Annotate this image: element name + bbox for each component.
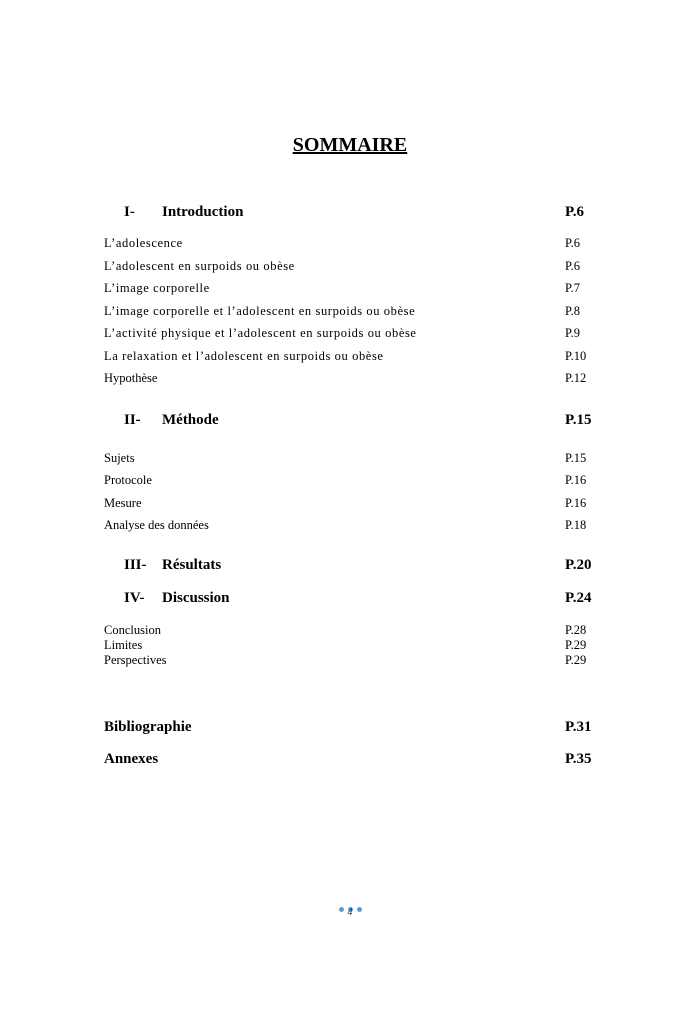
section-page: P.35	[565, 751, 592, 767]
toc-top-title: Bibliographie	[104, 719, 192, 735]
toc-item-label: L’adolescent en surpoids ou obèse	[104, 259, 295, 273]
toc-item-page: P.7	[565, 281, 580, 295]
toc-item-page: P.16	[565, 496, 587, 510]
toc-item-page: P.28	[565, 623, 587, 637]
toc-item-page: P.6	[565, 236, 580, 250]
toc-item-label: Limites	[104, 638, 143, 652]
toc-item-label: La relaxation et l’adolescent en surpoids ou obèse	[104, 349, 384, 363]
toc-item-page: P.12	[565, 371, 587, 385]
section-page: P.24	[565, 590, 592, 606]
toc-item-page: P.29	[565, 638, 587, 652]
section-page: P.31	[565, 719, 592, 735]
section-title: Résultats	[162, 557, 222, 573]
section-number: IV-	[124, 590, 145, 606]
toc-item-label: Analyse des données	[104, 518, 209, 532]
toc-item-page: P.6	[565, 259, 580, 273]
toc-top-title: Annexes	[104, 751, 159, 767]
toc-item-label: Perspectives	[104, 653, 167, 667]
toc-item-page: P.29	[565, 653, 587, 667]
toc-item-page: P.15	[565, 451, 587, 465]
toc-item-label: Conclusion	[104, 623, 161, 637]
toc-item-page: P.9	[565, 326, 580, 340]
section-title: Discussion	[162, 590, 230, 606]
toc-item-page: P.18	[565, 518, 587, 532]
section-page: P.20	[565, 557, 592, 573]
toc-item-page: P.10	[565, 349, 587, 363]
toc-item-label: L’activité physique et l’adolescent en surpoids ou obèse	[104, 326, 417, 340]
section-number: II-	[124, 412, 141, 428]
page-title: SOMMAIRE	[292, 134, 408, 156]
page-number: 4	[347, 907, 353, 918]
toc-item-label: L’adolescence	[104, 236, 183, 250]
toc-item-label: Hypothèse	[104, 371, 158, 385]
toc-item-page: P.16	[565, 473, 587, 487]
section-number: III-	[124, 557, 147, 573]
toc-item-label: Mesure	[104, 496, 142, 510]
section-title: Méthode	[162, 412, 219, 428]
section-page: P.6	[565, 204, 585, 220]
section-page: P.15	[565, 412, 592, 428]
toc-item-label: Sujets	[104, 451, 135, 465]
toc-item-label: L’image corporelle	[104, 281, 210, 295]
toc-item-label: L’image corporelle et l’adolescent en surpoids ou obèse	[104, 304, 416, 318]
toc-item-label: Protocole	[104, 473, 152, 487]
section-number: I-	[124, 204, 135, 220]
section-title: Introduction	[162, 204, 244, 220]
toc-item-page: P.8	[565, 304, 580, 318]
